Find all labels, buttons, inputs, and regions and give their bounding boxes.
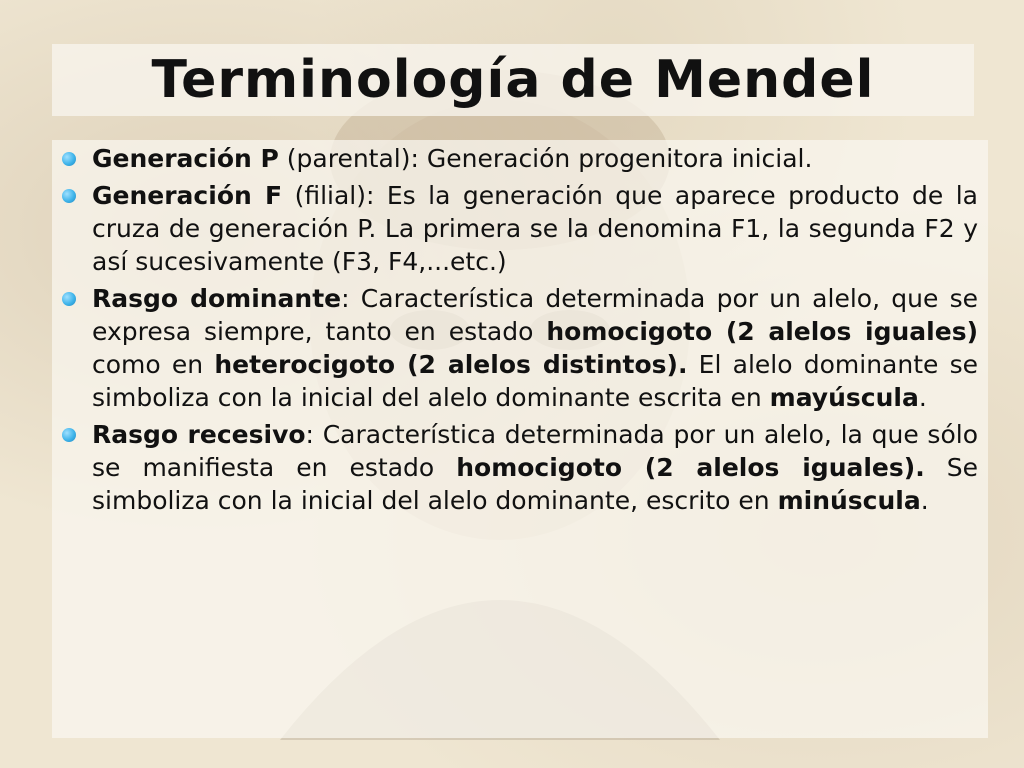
bullet-text: : Característica determinada por un alelo, la que sólo se manifiesta en estado xyxy=(92,420,978,482)
bullet-bold-text: Generación F xyxy=(92,181,283,210)
slide-title: Terminología de Mendel xyxy=(151,50,875,110)
bullet-item xyxy=(62,418,978,517)
bullet-text: El alelo dominante se simboliza con la inicial del alelo dominante escrita en xyxy=(92,350,979,412)
bullet-list xyxy=(62,142,978,521)
bullet-bold-text: Rasgo recesivo xyxy=(92,420,306,449)
bullet-text: . xyxy=(920,486,929,515)
bullet-text: (filial): Es la generación que aparece producto de la cruza de generación P. La primera se la denomina F1, la segunda F2 y así sucesivamente (F3, F4,...etc.) xyxy=(92,181,978,276)
bullet-bold-text: homocigoto (2 alelos iguales) xyxy=(546,317,978,346)
bullet-bold-text: Rasgo dominante xyxy=(92,284,342,313)
bullet-text: como en xyxy=(92,350,215,379)
bullet-text: . xyxy=(918,383,927,412)
bullet-text: (parental): Generación progenitora inicial. xyxy=(278,144,813,173)
bullet-item xyxy=(62,179,978,278)
bullet-text: : Característica determinada por un alelo, que se expresa siempre, tanto en estado xyxy=(92,284,978,346)
bullet-bold-text: homocigoto (2 alelos iguales). xyxy=(456,453,925,482)
bullet-item xyxy=(62,282,978,414)
bullet-bold-text: mayúscula xyxy=(769,383,919,412)
bullet-dot-icon xyxy=(62,292,76,306)
bullet-bold-text: Generación P xyxy=(92,144,279,173)
bullet-text: Se simboliza con la inicial del alelo dominante, escrito en xyxy=(92,453,978,515)
bullet-bold-text: heterocigoto (2 alelos distintos). xyxy=(214,350,688,379)
bullet-item xyxy=(62,142,978,175)
bullet-dot-icon xyxy=(62,189,76,203)
bullet-bold-text: minúscula xyxy=(777,486,921,515)
bullet-dot-icon xyxy=(62,152,76,166)
bullet-dot-icon xyxy=(62,428,76,442)
